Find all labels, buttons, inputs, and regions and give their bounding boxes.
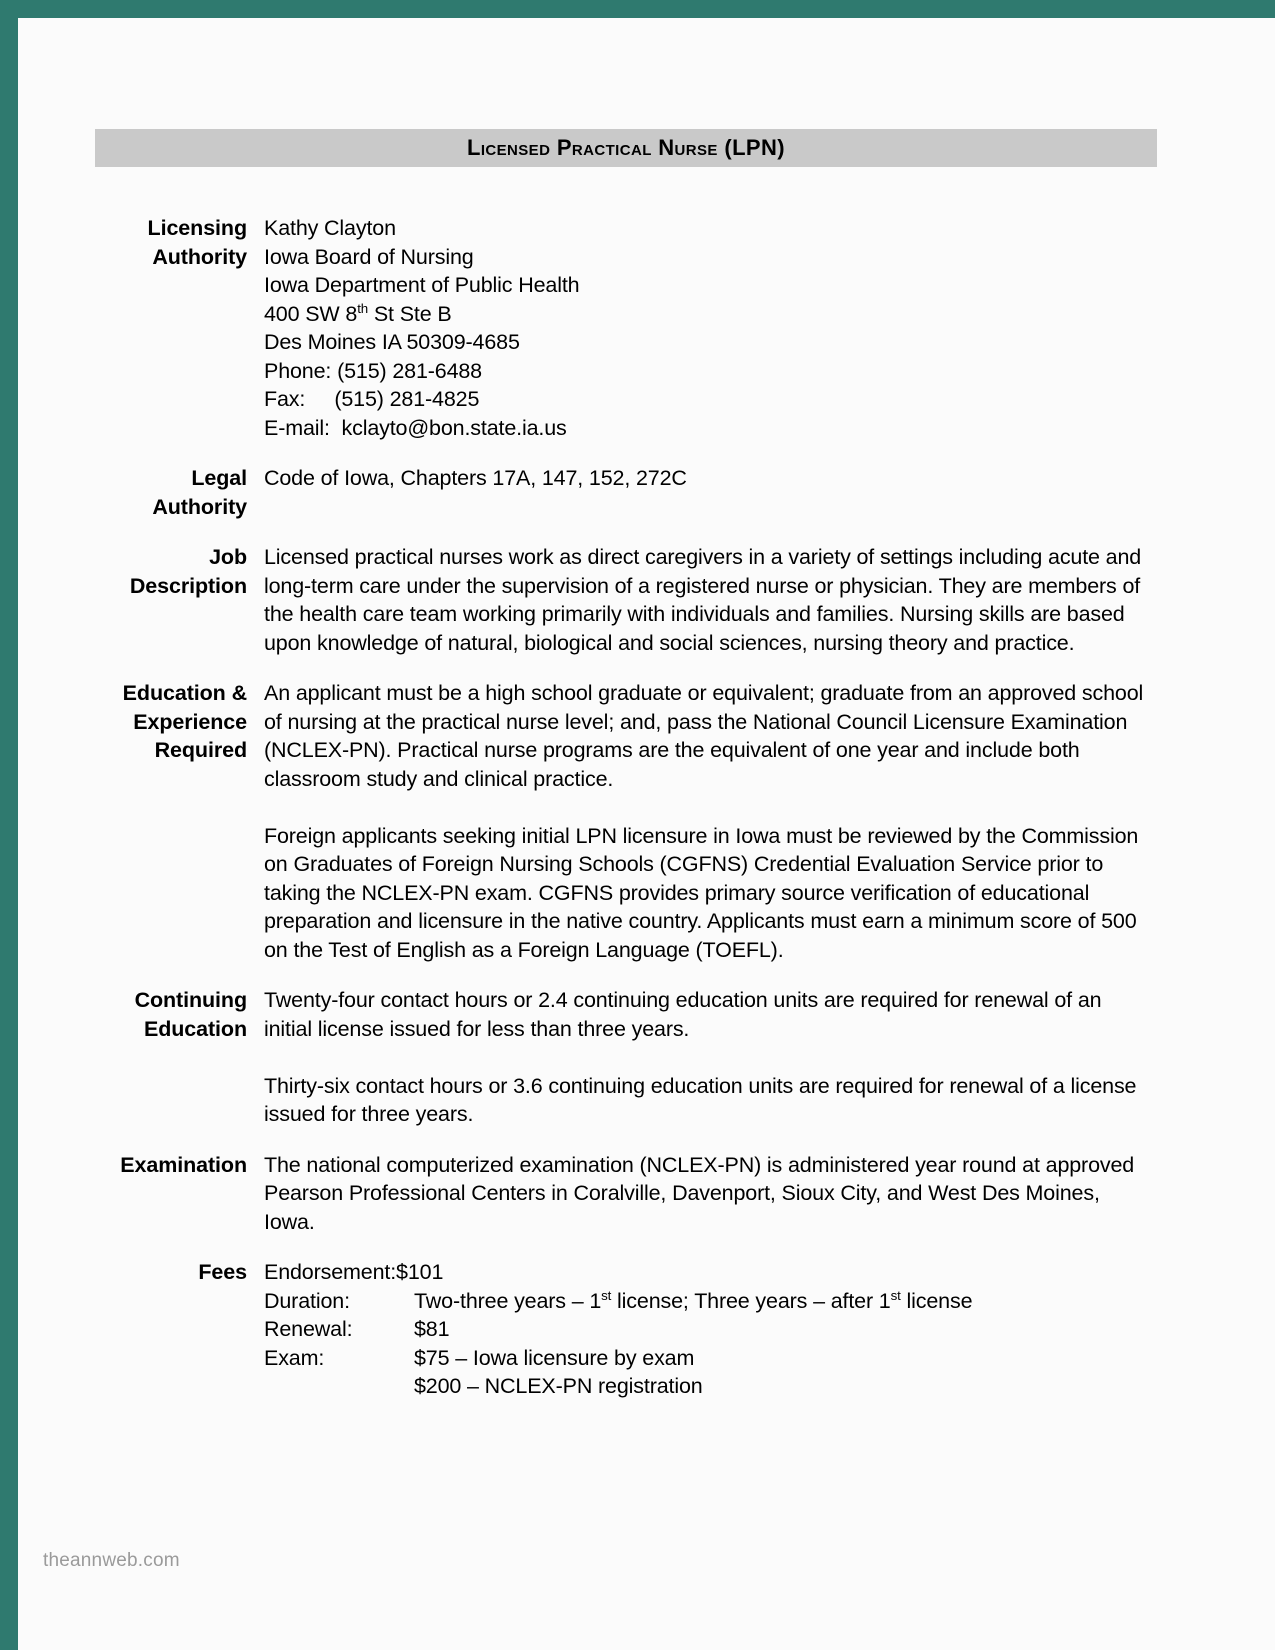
label-line: Required <box>154 738 247 762</box>
fees-row <box>264 1258 972 1287</box>
fees-row-label: Exam: <box>264 1345 325 1370</box>
section-label-continuing-education <box>18 986 264 1043</box>
city-state-zip: Des Moines IA 50309-4685 <box>264 330 520 354</box>
section-continuing-education <box>18 986 1275 1129</box>
footer-watermark: theannweb.com <box>43 1550 180 1571</box>
fees-row-value: $75 – Iowa licensure by exam <box>414 1345 695 1370</box>
email-address: E-mail: kclayto@bon.state.ia.us <box>264 415 567 440</box>
label-line: Experience <box>133 709 247 734</box>
label-line: Licensing <box>147 216 247 240</box>
job-description-text: Licensed practical nurses work as direct caregivers in a variety of settings including acute and long-term care under the supervision of a registered nurse or physician. They are members of the health care team working primarily with individuals and families. Nursing skills are based upon knowledge of natural, biological and social sciences, nursing theory and practice. <box>264 545 1142 655</box>
fees-row-value: $81 <box>414 1317 450 1341</box>
ordinal-suffix: st <box>601 1287 612 1303</box>
fees-row-label: Endorsement:$101 <box>264 1260 444 1284</box>
section-label-education-experience <box>18 679 264 765</box>
street-address-suffix: St Ste B <box>368 301 452 326</box>
section-label-fees <box>18 1258 264 1287</box>
continuing-education-paragraph-2: Thirty-six contact hours or 3.6 continuing education units are required for renewal of a license issued for three years. <box>264 1073 1137 1126</box>
section-content-legal-authority <box>264 464 1144 493</box>
label-line: Description <box>129 573 247 598</box>
fees-table-body <box>264 1258 972 1401</box>
label-line: Education <box>143 1016 247 1041</box>
section-label-examination <box>18 1151 264 1180</box>
section-label-legal-authority <box>18 464 264 521</box>
label-line: Legal <box>191 466 247 490</box>
label-line: Examination <box>120 1152 247 1177</box>
section-fees <box>18 1258 1275 1401</box>
document-page <box>18 18 1275 1650</box>
page-title: Licensed Practical Nurse (LPN) <box>467 135 785 160</box>
contact-name: Kathy Clayton <box>264 216 396 240</box>
education-paragraph-2: Foreign applicants seeking initial LPN licensure in Iowa must be reviewed by the Commission on Graduates of Foreign Nursing Schools (CGFNS) Credential Evaluation Service prior to taking the NCLEX-PN exam. CGFNS provides primary source verification of educational preparation and licensure in the native country. Applicants must earn a minimum score of 500 on the Test of English as a Foreign Language (TOEFL). <box>264 823 1139 962</box>
ordinal-suffix: th <box>357 300 369 316</box>
section-content-job-description <box>264 543 1144 657</box>
section-content-fees <box>264 1258 1144 1401</box>
section-content-examination <box>264 1151 1144 1237</box>
document-title-banner <box>95 129 1157 167</box>
fees-row <box>264 1287 972 1316</box>
education-paragraph-1: An applicant must be a high school graduate or equivalent; graduate from an approved school of nursing at the practical nurse level; and, pass the National Council Licensure Examination (NCLEX-PN). Practical nurse programs are the equivalent of one year and include both classroom study and clinical practice. <box>264 681 1144 791</box>
section-label-job-description <box>18 543 264 600</box>
examination-text: The national computerized examination (NCLEX-PN) is administered year round at approved Pearson Professional Centers in Coralville, Davenport, Sioux City, and West Des Moines, Iowa. <box>264 1152 1135 1234</box>
fees-row-value: Two-three years – 1st license; Three years – after 1st license <box>414 1287 973 1313</box>
fees-row-label <box>264 1372 414 1401</box>
section-licensing-authority <box>18 214 1275 442</box>
fees-row-value: $200 – NCLEX-PN registration <box>414 1374 703 1398</box>
fees-row-label: Duration: <box>264 1288 350 1313</box>
fees-row-label: Renewal: <box>264 1317 353 1341</box>
fees-row <box>264 1372 972 1401</box>
section-job-description <box>18 543 1275 657</box>
fees-table <box>264 1258 972 1401</box>
section-label-licensing-authority <box>18 214 264 271</box>
fees-row <box>264 1344 972 1373</box>
fax-number: Fax: (515) 281-4825 <box>264 387 480 411</box>
phone-number: Phone: (515) 281-6488 <box>264 358 482 383</box>
label-line: Fees <box>198 1260 247 1284</box>
continuing-education-paragraph-1: Twenty-four contact hours or 2.4 continuing education units are required for renewal of an initial license issued for less than three years. <box>264 988 1102 1041</box>
section-legal-authority <box>18 464 1275 521</box>
legal-authority-text: Code of Iowa, Chapters 17A, 147, 152, 272C <box>264 466 687 490</box>
document-body <box>18 214 1275 1401</box>
label-line: Authority <box>152 244 247 269</box>
section-examination <box>18 1151 1275 1237</box>
street-address-prefix: 400 SW 8 <box>264 301 358 326</box>
section-content-continuing-education <box>264 986 1144 1129</box>
section-content-licensing-authority <box>264 214 1144 442</box>
label-line: Education & <box>122 681 247 705</box>
ordinal-suffix: st <box>890 1287 901 1303</box>
label-line: Authority <box>152 494 247 519</box>
section-education-experience <box>18 679 1275 964</box>
department-name: Iowa Department of Public Health <box>264 273 580 297</box>
fees-row <box>264 1315 972 1344</box>
board-name: Iowa Board of Nursing <box>264 244 474 269</box>
street-address <box>264 300 1144 329</box>
section-content-education-experience <box>264 679 1144 964</box>
label-line: Continuing <box>134 988 247 1012</box>
label-line: Job <box>209 545 247 569</box>
